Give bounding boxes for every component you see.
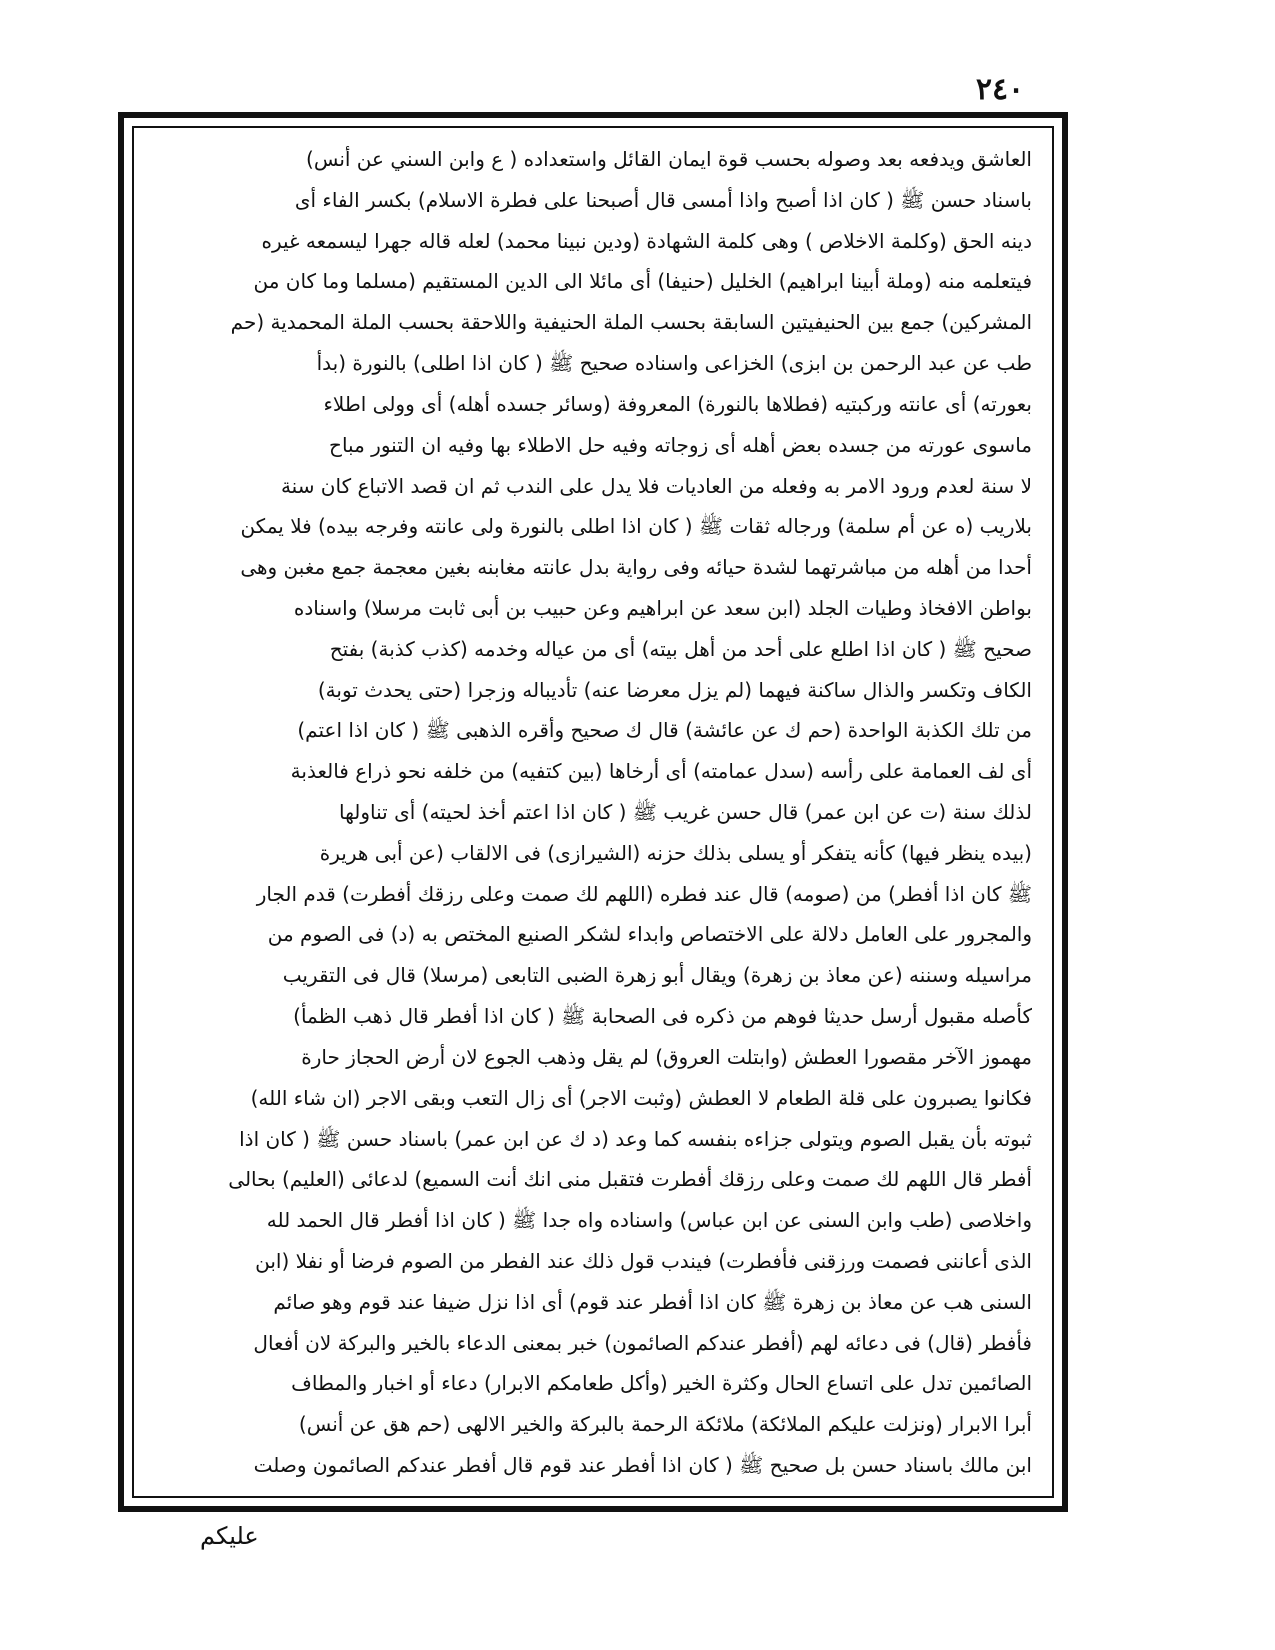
text-line: فأفطر (قال) فى دعائه لهم (أفطر عندكم الصائمون) خبر بمعنى الدعاء بالخير والبركة لان أفعال <box>253 1330 1032 1355</box>
page-border <box>118 112 1068 1512</box>
text-line: ﷺ كان اذا أفطر) من (صومه) قال عند فطره (اللهم لك صمت وعلى رزقك أفطرت) قدم الجار <box>256 881 1032 906</box>
text-line: (بيده ينظر فيها) كأنه يتفكر أو يسلى بذلك حزنه (الشيرازى) فى الالقاب (عن أبى هريرة <box>319 840 1032 865</box>
text-line: السنى هب عن معاذ بن زهرة ﷺ كان اذا أفطر عند قوم) أى اذا نزل ضيفا عند قوم وهو صائم <box>273 1289 1032 1314</box>
text-line: مراسيله وسننه (عن معاذ بن زهرة) ويقال أبو زهرة الضبى التابعى (مرسلا) قال فى التقريب <box>282 963 1032 988</box>
text-line: الذى أعاننى فصمت ورزقنى فأفطرت) فيندب قول ذلك عند الفطر من الصوم فرضا أو نفلا (ابن <box>255 1248 1032 1273</box>
text-line: أبرا الابرار (ونزلت عليكم الملائكة) ملائكة الرحمة بالبركة والخير الالهى (حم هق عن أنس) <box>298 1412 1032 1437</box>
text-line: واخلاصى (طب وابن السنى عن ابن عباس) واسناده واه جدا ﷺ ( كان اذا أفطر قال الحمد لله <box>266 1208 1032 1233</box>
text-line: من تلك الكذبة الواحدة (حم ك عن عائشة) قال ك صحيح وأقره الذهبى ﷺ ( كان اذا اعتم) <box>297 718 1032 743</box>
text-line: بعورته) أى عانته وركبتيه (فطلاها بالنورة) المعروفة (وسائر جسده أهله) أى وولى اطلاء <box>323 391 1032 416</box>
page-inner-border <box>132 126 1054 1498</box>
text-line: المشركين) جمع بين الحنيفيتين السابقة بحسب الملة الحنيفية واللاحقة بحسب الملة المحمدية (حم <box>230 310 1032 335</box>
catchword: عليكم <box>200 1522 259 1550</box>
main-text <box>154 142 1032 1482</box>
text-line: والمجرور على العامل دلالة على الاختصاص وابداء لشكر الصنيع المختص به (د) فى الصوم من <box>267 922 1032 947</box>
text-line: باسناد حسن ﷺ ( كان اذا أصبح واذا أمسى قال أصبحنا على فطرة الاسلام) بكسر الفاء أى <box>294 187 1032 212</box>
text-line: بلاريب (ه عن أم سلمة) ورجاله ثقات ﷺ ( كان اذا اطلى بالنورة ولى عانته وفرجه بيده) فلا يمكن <box>240 514 1032 539</box>
text-line: ابن مالك باسناد حسن بل صحيح ﷺ ( كان اذا أفطر عند قوم قال أفطر عندكم الصائمون وصلت <box>253 1453 1032 1477</box>
text-line: صحيح ﷺ ( كان اذا اطلع على أحد من أهل بيته) أى من عياله وخدمه (كذب كذبة) بفتح <box>329 636 1032 661</box>
text-line: الكاف وتكسر والذال ساكنة فيهما (لم يزل معرضا عنه) تأديباله وزجرا (حتى يحدث توبة) <box>317 677 1032 702</box>
text-line: أى لف العمامة على رأسه (سدل عمامته) أى أرخاها (بين كتفيه) من خلفه نحو ذراع فالعذبة <box>290 759 1032 784</box>
text-line: لا سنة لعدم ورود الامر به وفعله من العاديات فلا يدل على الندب ثم ان قصد الاتباع كان سنة <box>280 473 1032 498</box>
text-line: دينه الحق (وكلمة الاخلاص ) وهى كلمة الشهادة (ودين نبينا محمد) لعله قاله جهرا ليسمعه غيره <box>261 228 1032 253</box>
text-line: كأصله مقبول أرسل حديثا فوهم من ذكره فى الصحابة ﷺ ( كان اذا أفطر قال ذهب الظمأ) <box>293 1004 1032 1029</box>
text-line: الصائمين تدل على اتساع الحال وكثرة الخير (وأكل طعامكم الابرار) دعاء أو اخبار والمطاف <box>291 1371 1032 1396</box>
text-line: بواطن الافخاذ وطيات الجلد (ابن سعد عن ابراهيم وعن حبيب بن أبى ثابت مرسلا) واسناده <box>293 595 1032 620</box>
text-line: فيتعلمه منه (وملة أبينا ابراهيم) الخليل (حنيفا) أى مائلا الى الدين المستقيم (مسلما وما كان من <box>253 269 1032 294</box>
text-line: ثبوته بأن يقبل الصوم ويتولى جزاءه بنفسه كما وعد (د ك عن ابن عمر) باسناد حسن ﷺ ( كان اذا <box>239 1126 1032 1151</box>
text-line: أفطر قال اللهم لك صمت وعلى رزقك أفطرت فتقبل منى انك أنت السميع) لدعائى (العليم) بحالى <box>228 1167 1032 1192</box>
text-line: فكانوا يصبرون على قلة الطعام لا العطش (وثبت الاجر) أى زال التعب وبقى الاجر (ان شاء الله) <box>250 1085 1032 1110</box>
text-line: ماسوى عورته من جسده بعض أهله أى زوجاته وفيه حل الاطلاء بها وفيه ان التنور مباح <box>329 432 1032 457</box>
text-line: العاشق ويدفعه بعد وصوله بحسب قوة ايمان القائل واستعداده ( ع وابن السني عن أنس) <box>306 147 1032 171</box>
page-number: ٢٤٠ <box>975 72 1025 107</box>
text-line: أحدا من أهله من مباشرتهما لشدة حيائه وفى رواية بدل عانته مغابنه بغين معجمة جمع مغبن وهى <box>240 555 1032 580</box>
text-line: مهموز الآخر مقصورا العطش (وابتلت العروق) لم يقل وذهب الجوع لان أرض الحجاز حارة <box>301 1044 1032 1069</box>
text-line: طب عن عبد الرحمن بن ابزى) الخزاعى واسناده صحيح ﷺ ( كان اذا اطلى) بالنورة (بدأ <box>316 351 1032 376</box>
text-line: لذلك سنة (ت عن ابن عمر) قال حسن غريب ﷺ ( كان اذا اعتم أخذ لحيته) أى تناولها <box>338 800 1032 824</box>
